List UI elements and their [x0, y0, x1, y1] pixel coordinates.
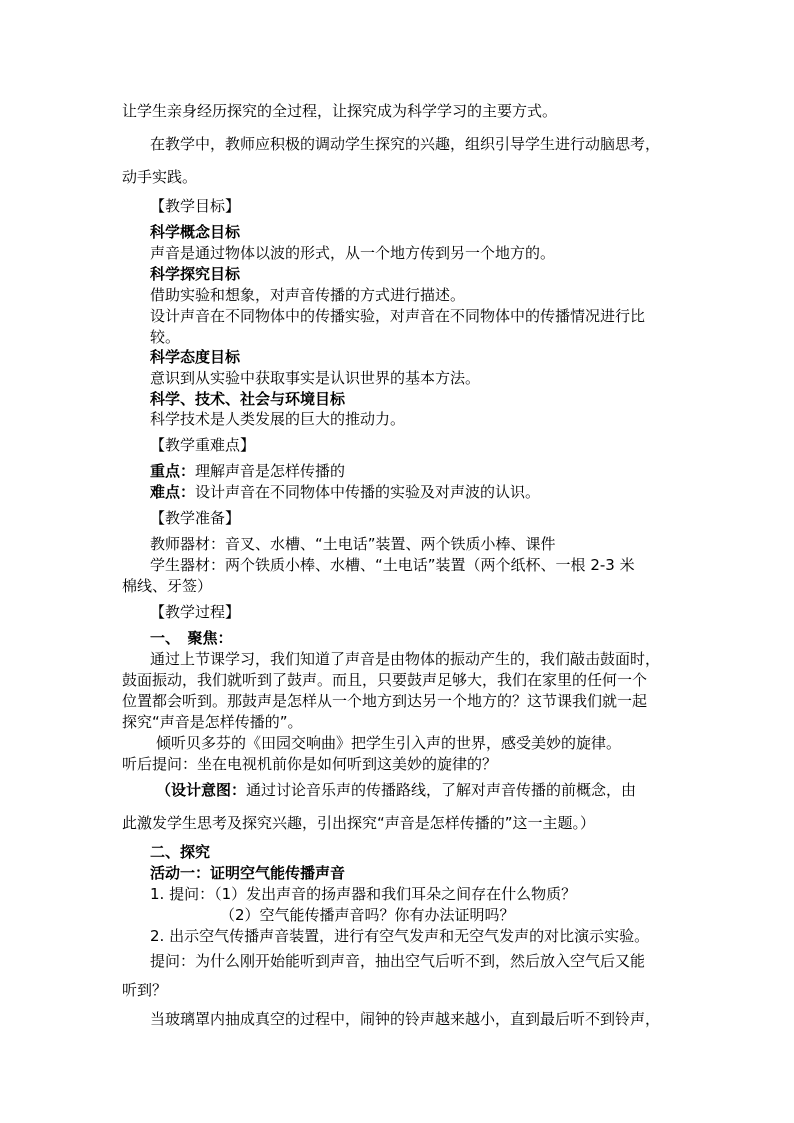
design-intent-text: 通过讨论音乐声的传播路线，了解对声音传播的前概念，由	[246, 781, 637, 799]
subheading: 科学、技术、社会与环境目标	[150, 390, 346, 408]
key-point-text: 理解声音是怎样传播的	[195, 462, 346, 480]
subheading: 科学探究目标	[150, 265, 241, 283]
paragraph-line: （2）空气能传播声音吗？你有办法证明吗？	[220, 906, 515, 924]
subheading: 活动一：证明空气能传播声音	[150, 864, 346, 882]
subheading: 二、探究	[150, 843, 211, 861]
design-intent-label: （设计意图：	[156, 781, 247, 799]
paragraph-line: 在教学中，教师应积极的调动学生探究的兴趣，组织引导学生进行动脑思考，	[150, 135, 661, 153]
paragraph-line: 借助实验和想象，对声音传播的方式进行描述。	[150, 286, 466, 304]
paragraph-line: 声音是通过物体以波的形式，从一个地方传到另一个地方的。	[150, 244, 556, 262]
paragraph-line	[150, 461, 678, 481]
subheading: 一、 聚焦：	[150, 629, 233, 647]
paragraph-line: 动手实践。	[122, 168, 198, 186]
paragraph-line	[150, 482, 678, 502]
paragraph-line: 倾听贝多芬的《田园交响曲》把学生引入声的世界，感受美妙的旋律。	[156, 734, 622, 752]
paragraph-line: 2. 出示空气传播声音装置，进行有空气发声和无空气发声的对比演示实验。	[150, 927, 650, 945]
paragraph-line: 听后提问：坐在电视机前你是如何听到这美妙的旋律的？	[122, 755, 498, 773]
subheading: 科学概念目标	[150, 223, 241, 241]
paragraph-line: 较。	[150, 328, 181, 346]
label-difficulty: 难点：	[150, 483, 196, 501]
subheading: 科学态度目标	[150, 348, 241, 366]
paragraph-line: 意识到从实验中获取事实是认识世界的基本方法。	[150, 369, 481, 387]
section-heading: 【教学准备】	[150, 509, 241, 527]
paragraph-line: 教师器材：音叉、水槽、“土电话”装置、两个铁质小棒、课件	[150, 535, 556, 553]
paragraph-line: 提问：为什么刚开始能听到声音，抽出空气后听不到，然后放入空气后又能	[150, 952, 646, 970]
paragraph-line: 让学生亲身经历探究的全过程，让探究成为科学学习的主要方式。	[122, 102, 558, 120]
paragraph-line: 科学技术是人类发展的巨大的推动力。	[150, 410, 406, 428]
paragraph-line: 听到？	[122, 981, 168, 999]
paragraph-line: 通过上节课学习，我们知道了声音是由物体的振动产生的，我们敲击鼓面时，	[150, 650, 661, 668]
section-heading: 【教学过程】	[150, 603, 241, 621]
paragraph-line: 1. 提问：（1）发出声音的扬声器和我们耳朵之间存在什么物质？	[150, 885, 577, 903]
label-key-point: 重点：	[150, 462, 196, 480]
paragraph-line: 鼓面振动，我们就听到了鼓声。而且，只要鼓声足够大，我们在家里的任何一个	[122, 671, 648, 689]
paragraph-line: 探究“声音是怎样传播的”。	[122, 713, 303, 731]
paragraph-line: 此激发学生思考及探究兴趣，引出探究“声音是怎样传播的”这一主题。）	[122, 814, 596, 832]
paragraph-line: 当玻璃罩内抽成真空的过程中，闹钟的铃声越来越小，直到最后听不到铃声，	[150, 1010, 661, 1028]
paragraph-line: 位置都会听到。那鼓声是怎样从一个地方到达另一个地方的？这节课我们就一起	[122, 692, 648, 710]
section-heading: 【教学重难点】	[150, 436, 256, 454]
paragraph-line: 设计声音在不同物体中的传播实验，对声音在不同物体中的传播情况进行比	[150, 307, 646, 325]
paragraph-line	[156, 780, 678, 800]
section-heading: 【教学目标】	[150, 197, 241, 215]
difficulty-text: 设计声音在不同物体中传播的实验及对声波的认识。	[195, 483, 541, 501]
paragraph-line: 棉线、牙签）	[122, 577, 213, 595]
paragraph-line: 学生器材：两个铁质小棒、水槽、“土电话”装置（两个纸杯、一根 2-3 米	[150, 556, 635, 574]
